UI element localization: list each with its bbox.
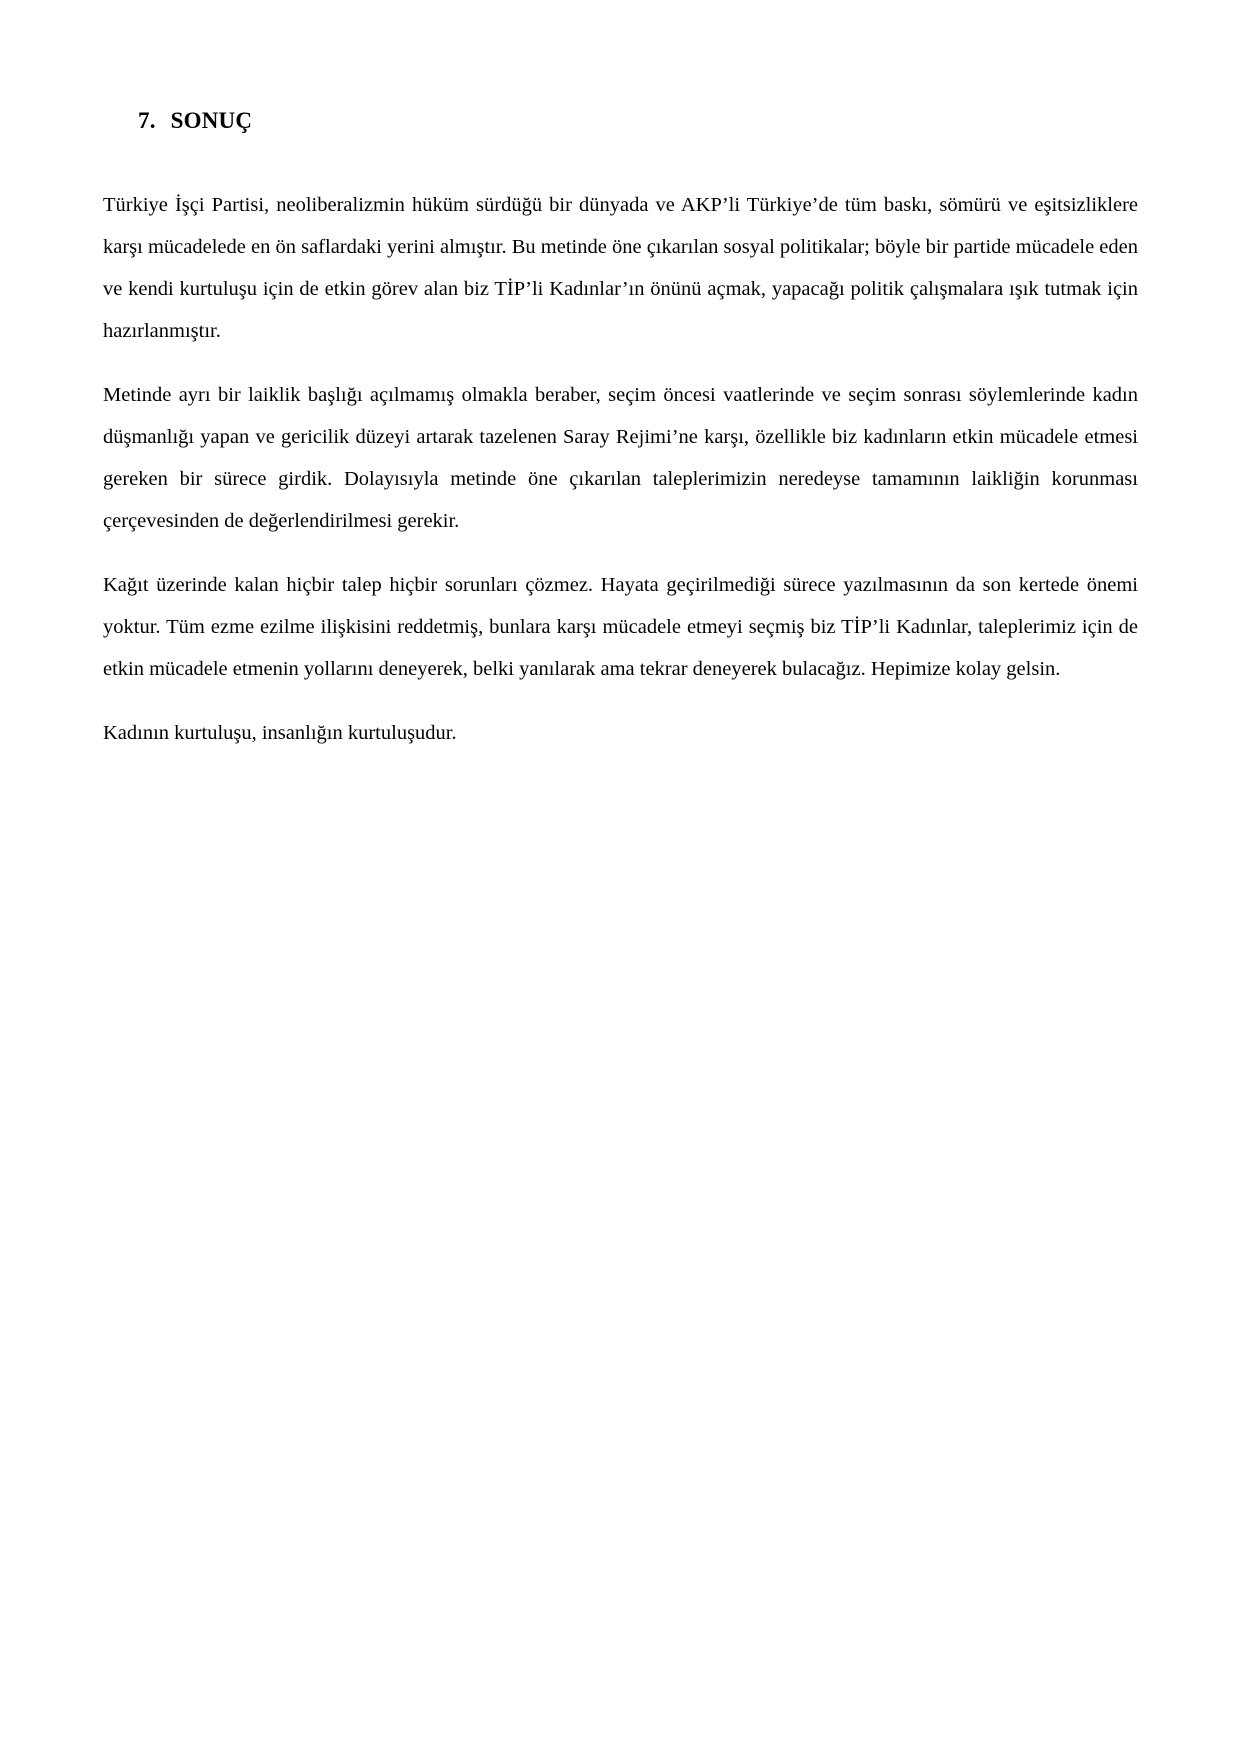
section-heading <box>138 106 1138 136</box>
paragraph-laiklik: Metinde ayrı bir laiklik başlığı açılmamış olmakla beraber, seçim öncesi vaatlerinde ve seçim sonrası söylemlerinde kadın düşmanlığı yapan ve gericilik düzeyi artarak tazelenen Saray Rejimi’ne karşı, özellikle biz kadınların etkin mücadele etmesi gereken bir sürece girdik. Dolayısıyla metinde öne çıkarılan taleplerimizin neredeyse tamamının laikliğin korunması çerçevesinden de değerlendirilmesi gerekir. <box>103 384 1138 532</box>
section-heading-number: 7. <box>138 108 156 133</box>
paragraph-slogan: Kadının kurtuluşu, insanlığın kurtuluşudur. <box>103 722 457 744</box>
paragraph-intro: Türkiye İşçi Partisi, neoliberalizmin hüküm sürdüğü bir dünyada ve AKP’li Türkiye’de tüm baskı, sömürü ve eşitsizliklere karşı mücadelede en ön saflardaki yerini almıştır. Bu metinde öne çıkarılan sosyal politikalar; böyle bir partide mücadele eden ve kendi kurtuluşu için de etkin görev alan biz TİP’li Kadınlar’ın önünü açmak, yapacağı politik çalışmalara ışık tutmak için hazırlanmıştır. <box>103 194 1138 342</box>
paragraph-talepler: Kağıt üzerinde kalan hiçbir talep hiçbir sorunları çözmez. Hayata geçirilmediği sürece yazılmasının da son kertede önemi yoktur. Tüm ezme ezilme ilişkisini reddetmiş, bunlara karşı mücadele etmeyi seçmiş biz TİP’li Kadınlar, taleplerimiz için de etkin mücadele etmenin yollarını deneyerek, belki yanılarak ama tekrar deneyerek bulacağız. Hepimize kolay gelsin. <box>103 574 1138 680</box>
section-heading-title: SONUÇ <box>170 108 253 133</box>
